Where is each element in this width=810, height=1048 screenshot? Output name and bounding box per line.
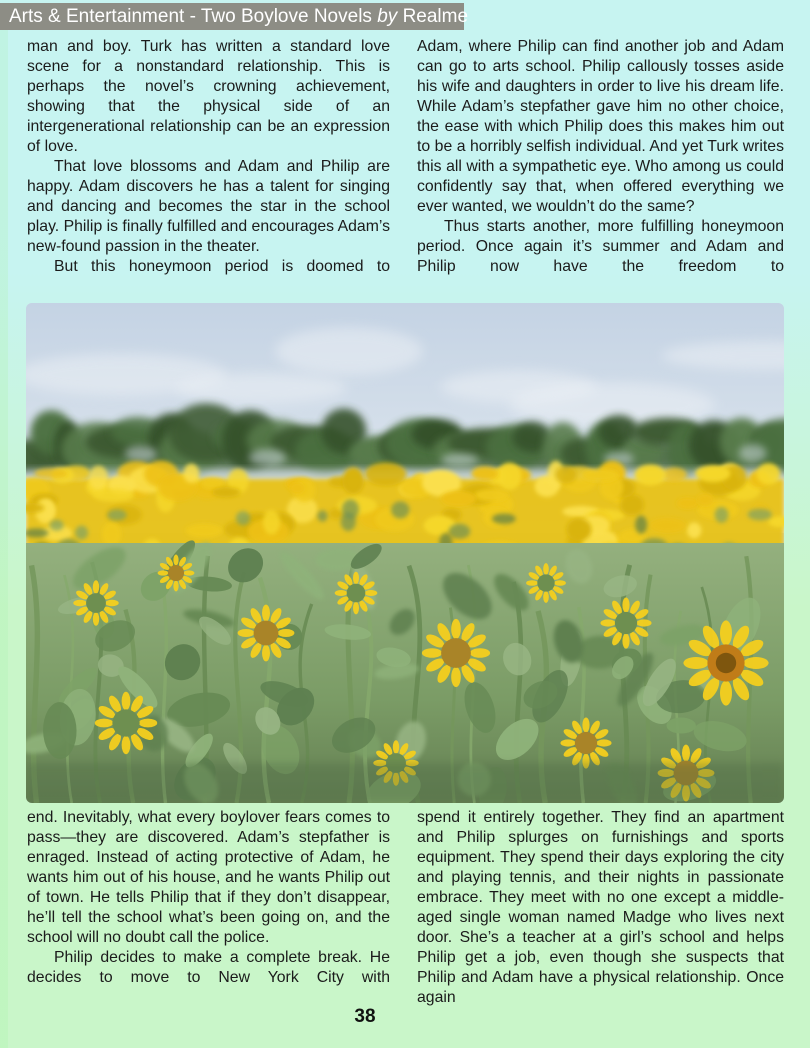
paragraph: spend it entirely together. They find an apartment and Philip splurges on furnishings and sports equipment. They spend their days exploring the city and playing tennis, and their nights in passionate embrace. They meet with no one except a middle-aged single woman named Madge who lives next door. She’s a teacher at a girl’s school and helps Philip get a job, even though she suspects that Philip and Adam have a physical relationship. Once again — [417, 809, 784, 1006]
page-number: 38 — [354, 1006, 376, 1027]
top-left-column — [27, 37, 390, 277]
top-right-column — [417, 37, 784, 277]
paragraph: Adam, where Philip can find another job and Adam can go to arts school. Philip callously tosses aside his wife and daughters in order to live his dream life. While Adam’s stepfather gave him no other choice, the ease with which Philip does this makes him out to be a horribly selfish individual. And yet Turk writes this all with a sympathetic eye. Who among us could confidently say that, when offered everything we ever wanted, we wouldn’t do the same? — [417, 38, 784, 215]
sunflower-field-illustration — [26, 303, 784, 803]
bottom-text-section — [27, 808, 784, 1008]
paragraph: Thus starts another, more fulfilling honeymoon period. Once again it’s summer and Adam and Philip now have the freedom to — [417, 218, 784, 275]
paragraph: end. Inevitably, what every boylover fears comes to pass—they are discovered. Adam’s stepfather is enraged. Instead of acting protective of Adam, he wants him out of his house, and he wants Philip out of town. He tells Philip that if they don’t disappear, he’ll tell the school what’s been going on, and the school will no doubt call the police. — [27, 809, 390, 946]
author-name: Realme — [402, 6, 469, 27]
paragraph: man and boy. Turk has written a standard love scene for a nonstandard relationship. This is perhaps the novel’s crowning achievement, showing that the physical side of an intergenerational relationship can be an expression of love. — [27, 38, 390, 155]
paragraph: Philip decides to make a complete break. He decides to move to New York City with — [27, 949, 390, 986]
top-text-section — [27, 37, 784, 277]
article-header-bar — [0, 3, 469, 30]
paragraph: But this honeymoon period is doomed to — [54, 258, 390, 275]
section-title: Arts & Entertainment - Two Boylove Novels — [9, 6, 372, 27]
sunflower-field-photo — [26, 303, 784, 803]
bottom-right-column — [417, 808, 784, 1008]
page-edge-tint — [0, 30, 8, 1048]
bottom-left-column — [27, 808, 390, 1008]
paragraph: That love blossoms and Adam and Philip are happy. Adam discovers he has a talent for singing and dancing and becomes the star in the school play. Philip is finally fulfilled and encourages Adam’s new-found passion in the theater. — [27, 158, 390, 255]
byline-word: by — [377, 6, 398, 27]
